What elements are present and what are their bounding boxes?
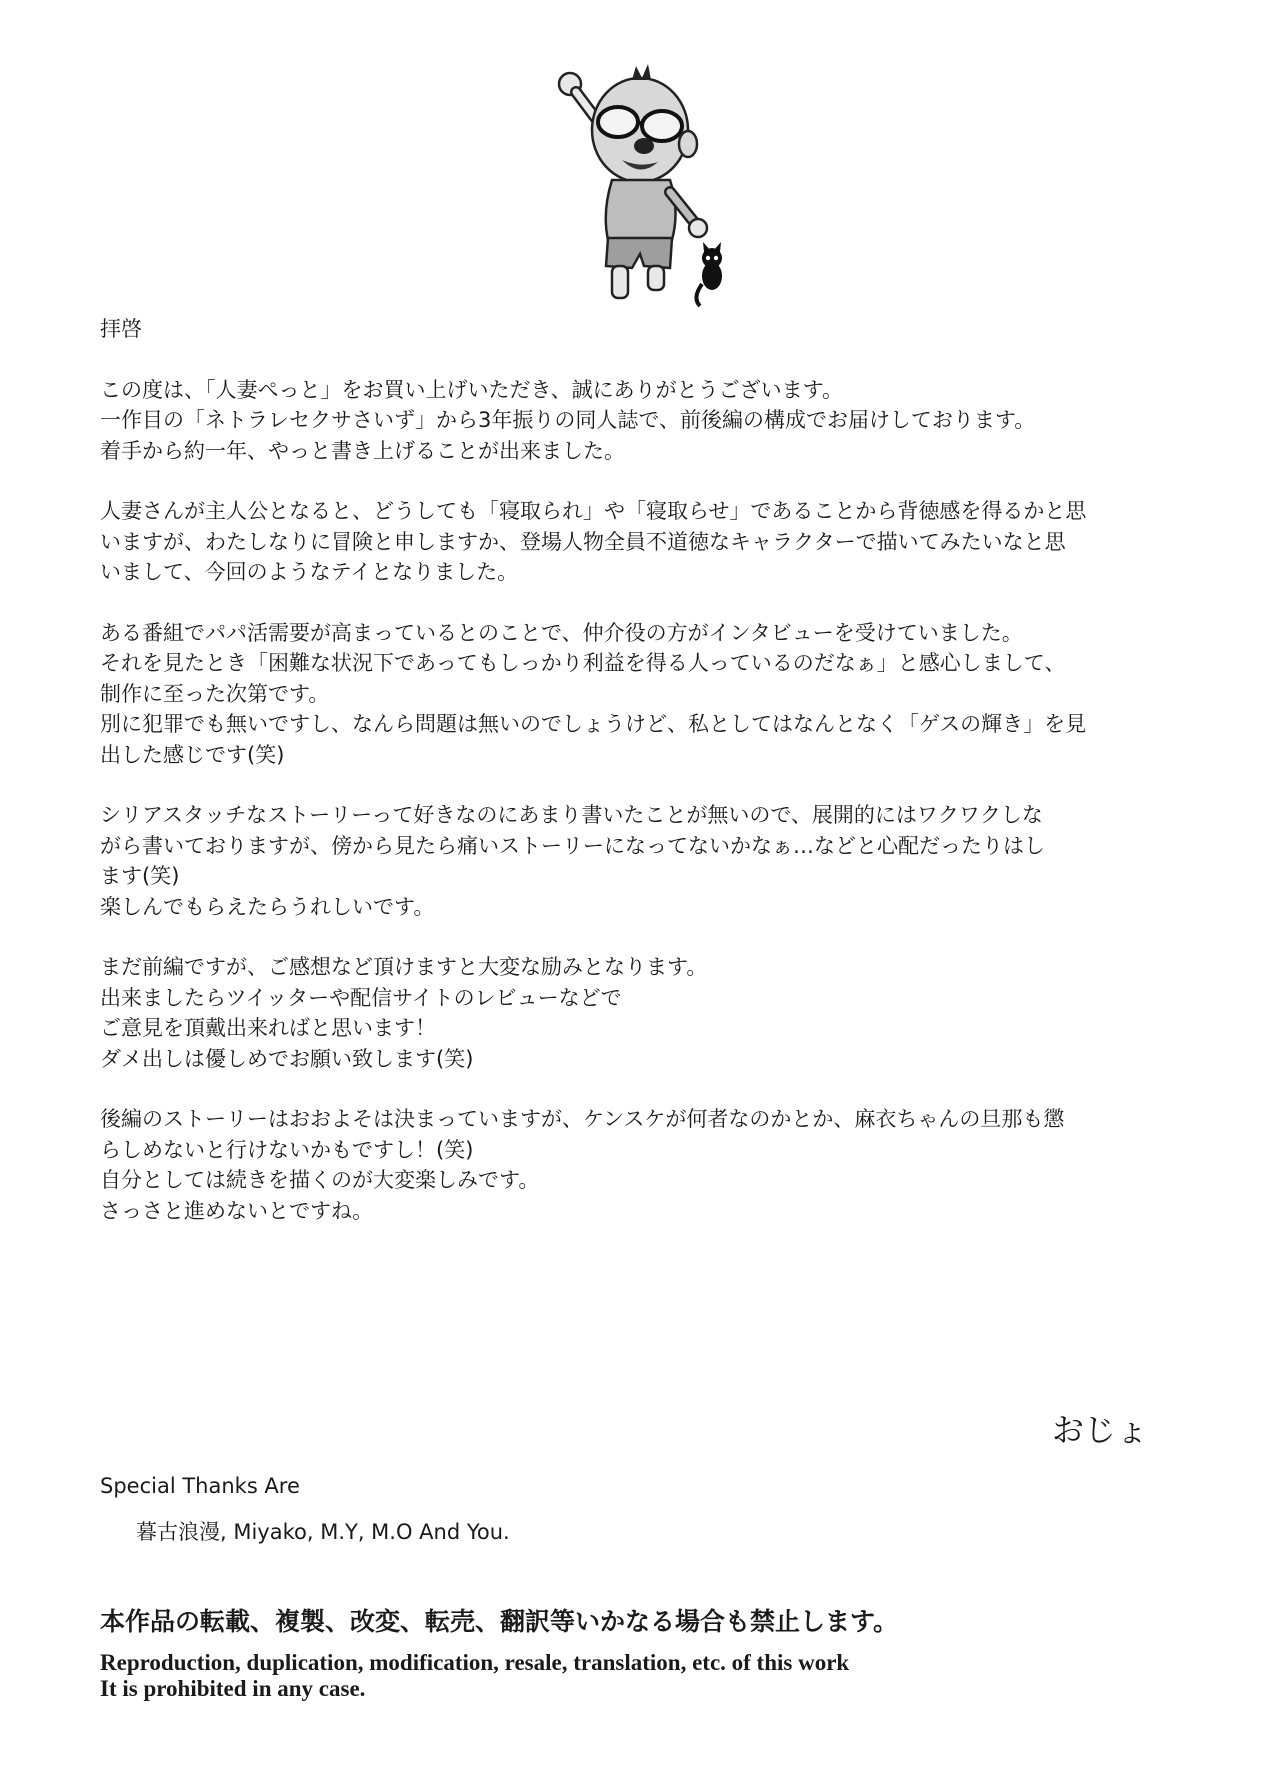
letter-line: いますが、わたしなりに冒険と申しますか、登場人物全員不道徳なキャラクターで描いてみたいなと思 [100,529,1066,554]
letter-line: 楽しんでもらえたらうれしいです。 [100,894,435,919]
letter-line: がら書いておりますが、傍から見たら痛いストーリーになってないかなぁ…などと心配だったりはし [100,833,1045,858]
letter-line: らしめないと行けないかもですし！(笑) [100,1137,474,1162]
letter-line: さっさと進めないとですね。 [100,1198,373,1223]
letter-paragraph [100,496,1200,588]
letter-line: 後編のストーリーはおおよそは決まっていますが、ケンスケが何者なのかとか、麻衣ちゃんの旦那も懲 [100,1107,1065,1131]
letter-line: この度は、「人妻ぺっと」をお買い上げいただき、誠にありがとうございます。 [100,377,843,402]
letter-line: 着手から約一年、やっと書き上げることが出来ました。 [100,438,625,463]
letter-line: ます(笑) [100,864,180,888]
copyright-notice-en-line: It is prohibited in any case. [100,1676,366,1701]
letter-line: いまして、今回のようなテイとなりました。 [100,560,519,584]
special-thanks-names: 暮古浪漫, Miyako, M.Y, M.O And You. [136,1520,510,1544]
letter-line: 別に犯罪でも無いですし、なんら問題は無いのでしょうけど、私としてはなんとなく「ゲスの輝き」を見 [100,712,1087,736]
letter-line: ダメ出しは優しめでお願い致します(笑) [100,1046,474,1071]
letter-line: それを見たとき「困難な状況下であってもしっかり利益を得る人っているのだなぁ」と感心しまして、 [100,651,1066,675]
letter-line: ある番組でパパ活需要が高まっているとのことで、仲介役の方がインタビューを受けていました。 [100,620,1023,645]
letter-paragraph [100,375,1200,467]
letter-line: 制作に至った次第です。 [100,681,330,706]
letter-line: シリアスタッチなストーリーって好きなのにあまり書いたことが無いので、展開的にはワクワクしな [100,803,1043,827]
mascot-illustration-icon [552,62,742,312]
copyright-notice-en [100,1650,849,1702]
letter-line: 一作目の「ネトラレセクサさいず」から3年振りの同人誌で、前後編の構成でお届けしております。 [100,408,1036,432]
letter-paragraph [100,952,1200,1074]
author-signature: おじょ [1052,1411,1149,1449]
special-thanks-title: Special Thanks Are [100,1474,300,1498]
letter-line: 出した感じです(笑) [100,742,285,767]
copyright-notice-jp: 本作品の転載、複製、改変、転売、翻訳等いかなる場合も禁止します。 [100,1607,899,1636]
letter-line: まだ前編ですが、ご感想など頂けますと大変な励みとなります。 [100,955,708,979]
letter-line: 出来ましたらツイッターや配信サイトのレビューなどで [100,985,622,1010]
afterword-letter [100,314,1200,1256]
letter-line: 自分としては続きを描くのが大変楽しみです。 [100,1168,540,1192]
letter-line: ご意見を頂戴出来ればと思います！ [100,1016,436,1040]
letter-paragraph [100,618,1200,771]
copyright-notice-en-line: Reproduction, duplication, modification, resale, translation, etc. of this work [100,1650,850,1675]
letter-paragraph [100,1104,1200,1226]
letter-paragraph [100,800,1200,922]
greeting: 拝啓 [100,317,142,341]
letter-line: 人妻さんが主人公となると、どうしても「寝取られ」や「寝取らせ」であることから背徳感を得るかと思 [100,499,1087,523]
